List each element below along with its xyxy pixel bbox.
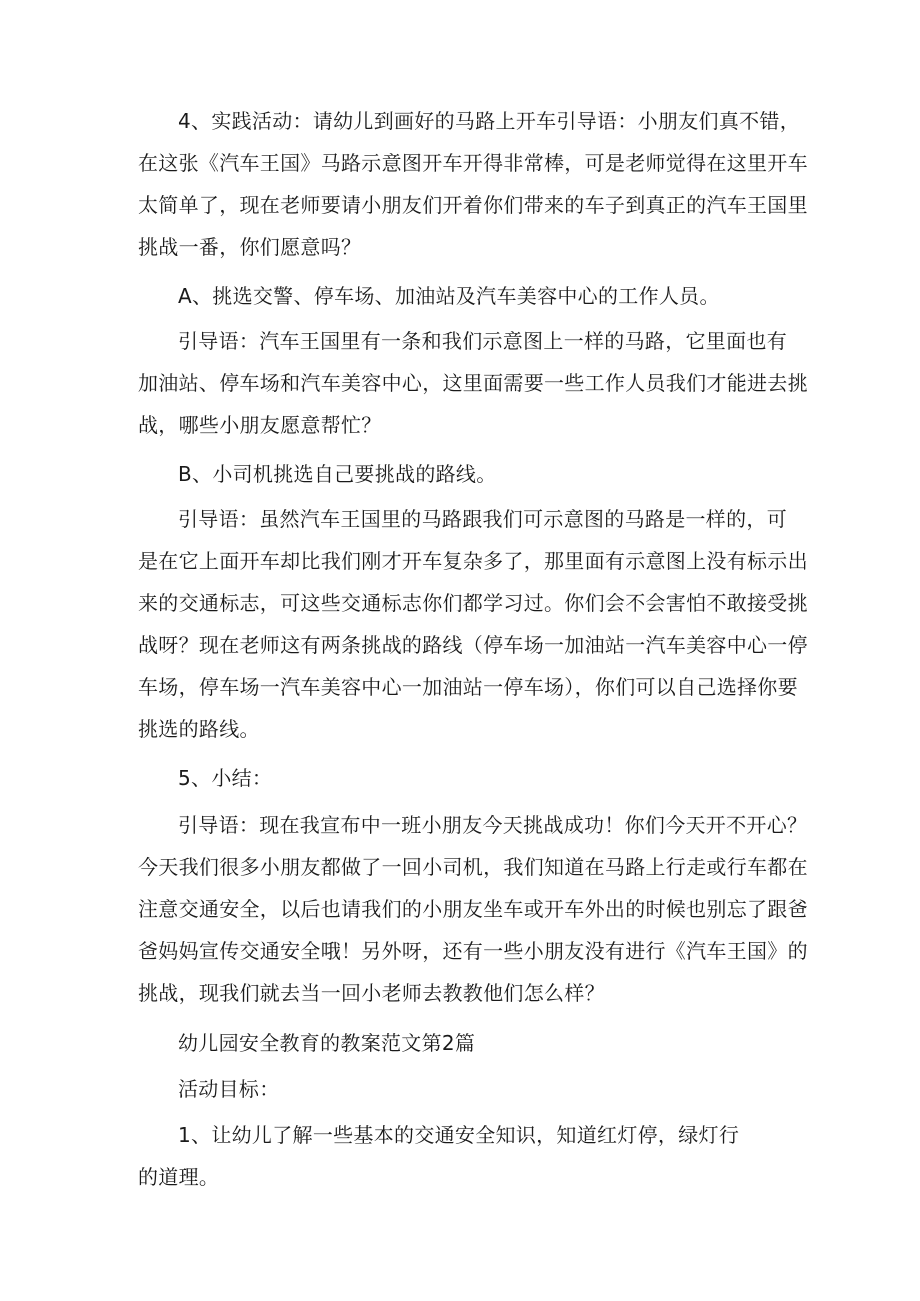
text-line: 是在它上面开车却比我们刚才开车复杂多了，那里面有示意图上没有标示出	[138, 549, 808, 573]
text-line: 挑战，现我们就去当一回小老师去教教他们怎么样？	[138, 981, 605, 1005]
text-line: 太简单了，现在老师要请小朋友们开着你们带来的车子到真正的汽车王国里	[138, 193, 808, 217]
text-line: A、挑选交警、停车场、加油站及汽车美容中心的工作人员。	[178, 284, 720, 308]
text-line: 4、实践活动：请幼儿到画好的马路上开车引导语：小朋友们真不错，	[178, 109, 801, 133]
text-line: 活动目标：	[178, 1077, 280, 1101]
text-line: 今天我们很多小朋友都做了一回小司机，我们知道在马路上行走或行车都在	[138, 855, 808, 879]
text-line: 战呀？现在老师这有两条挑战的路线（停车场一加油站一汽车美容中心一停	[138, 633, 808, 657]
text-line: 引导语：汽车王国里有一条和我们示意图上一样的马路，它里面也有	[178, 329, 787, 353]
text-line: 5、小结：	[178, 766, 273, 790]
text-line: 爸妈妈宣传交通安全哦！另外呀，还有一些小朋友没有进行《汽车王国》的	[138, 939, 808, 963]
text-line: 来的交通标志，可这些交通标志你们都学习过。你们会不会害怕不敢接受挑	[138, 591, 808, 615]
text-line: 注意交通安全，以后也请我们的小朋友坐车或开车外出的时候也别忘了跟爸	[138, 897, 808, 921]
text-line: 战，哪些小朋友愿意帮忙？	[138, 413, 382, 437]
text-line: 引导语：虽然汽车王国里的马路跟我们可示意图的马路是一样的，可	[178, 507, 787, 531]
section-heading: 幼儿园安全教育的教案范文第2篇	[178, 1031, 476, 1055]
text-line: 1、让幼儿了解一些基本的交通安全知识，知道红灯停，绿灯行	[178, 1123, 740, 1147]
text-line: B、小司机挑选自己要挑战的路线。	[178, 462, 497, 486]
text-line: 挑战一番，你们愿意吗？	[138, 235, 362, 259]
text-line: 在这张《汽车王国》马路示意图开车开得非常棒，可是老师觉得在这里开车	[138, 151, 808, 175]
text-line: 挑选的路线。	[138, 717, 260, 741]
text-line: 的道理。	[138, 1165, 220, 1189]
text-line: 引导语：现在我宣布中一班小朋友今天挑战成功！你们今天开不开心？	[178, 813, 808, 837]
text-line: 车场，停车场一汽车美容中心一加油站一停车场），你们可以自己选择你要	[138, 675, 798, 699]
text-line: 加油站、停车场和汽车美容中心，这里面需要一些工作人员我们才能进去挑	[138, 371, 808, 395]
